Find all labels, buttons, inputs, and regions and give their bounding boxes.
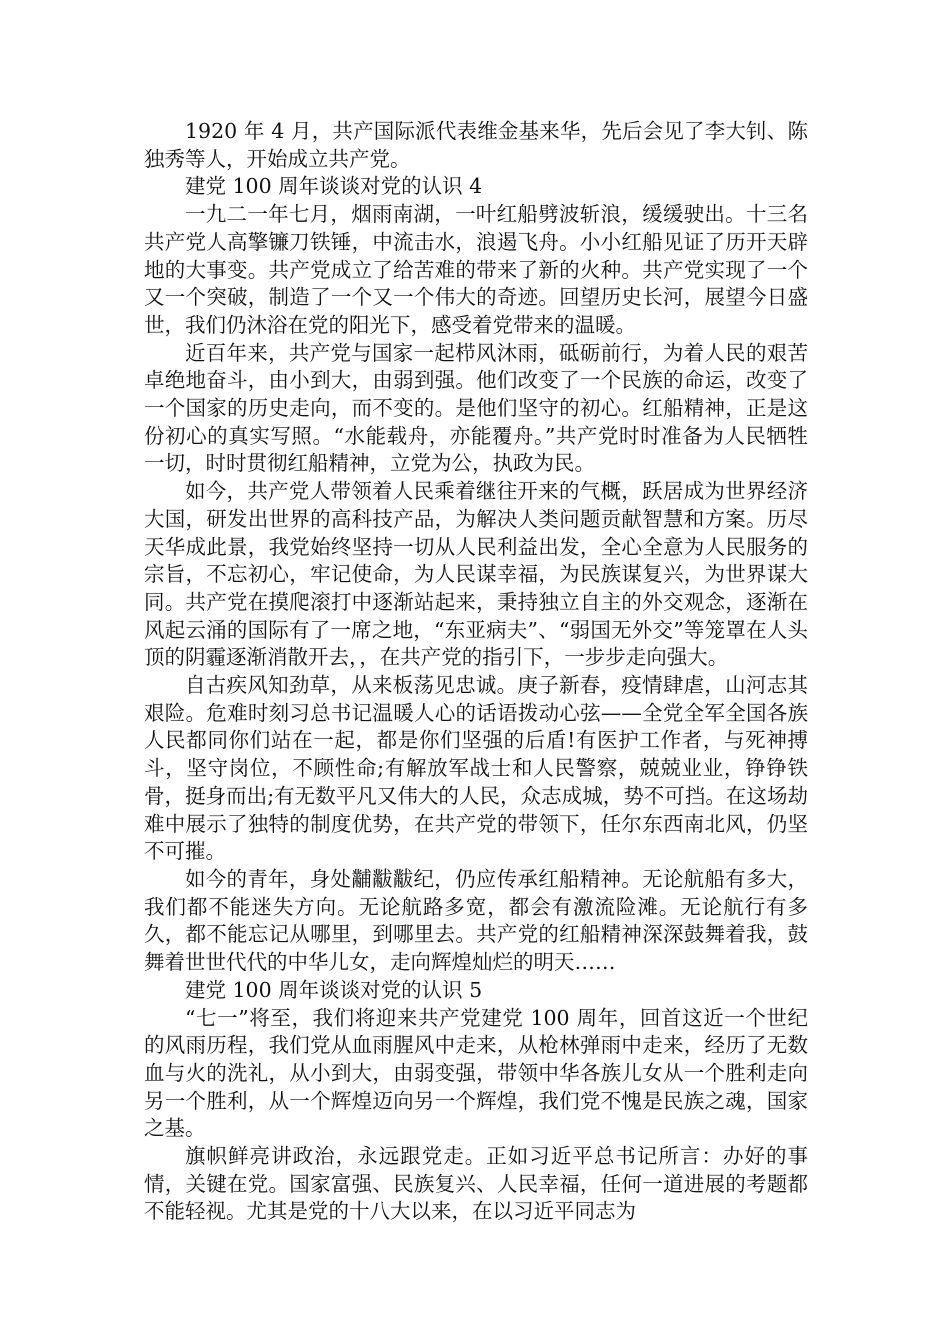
paragraph-2: 一九二一年七月，烟雨南湖，一叶红船劈波斩浪，缓缓驶出。十三名共产党人高擎镰刀铁锤，中流击水，浪遏飞舟。小小红船见证了历开天辟地的大事变。共产党成立了给苦难的带来了新的火种。共产党实现了一个又一个突破，制造了一个又一个伟大的奇迹。回望历史长河，展望今日盛世，我们仍沐浴在党的阳光下，感受着党带来的温暖。 [144, 202, 808, 337]
document-page [144, 118, 808, 1226]
paragraph-3: 近百年来，共产党与国家一起栉风沐雨，砥砺前行，为着人民的艰苦卓绝地奋斗，由小到大，由弱到强。他们改变了一个民族的命运，改变了一个国家的历史走向，而不变的。是他们坚守的初心。红船精神，正是这份初心的真实写照。“水能载舟，亦能覆舟。”共产党时时准备为人民牺牲一切，时时贯彻红船精神，立党为公，执政为民。 [144, 340, 808, 476]
paragraph-8: 旗帜鲜亮讲政治，永远跟党走。正如习近平总书记所言：办好的事情，关键在党。国家富强、民族复兴、人民幸福，任何一道进展的考题都不能轻视。尤其是党的十八大以来，在以习近平同志为 [144, 1144, 808, 1224]
paragraph-5: 自古疾风知劲草，从来板荡见忠诚。庚子新春，疫情肆虐，山河志其艰险。危难时刻习总书记温暖人心的话语拨动心弦——全党全军全国各族人民都同你们站在一起，都是你们坚强的后盾!有医护工作者，与死神搏斗，坚守岗位，不顾性命;有解放军战士和人民警察，兢兢业业，铮铮铁骨，挺身而出;有无数平凡又伟大的人民，众志成城，势不可挡。在这场劫难中展示了独特的制度优势，在共产党的带领下，任尔东西南北风，仍坚不可摧。 [144, 673, 808, 864]
paragraph-6: 如今的青年，身处黼黻黻纪，仍应传承红船精神。无论航船有多大，我们都不能迷失方向。无论航路多宽，都会有激流险滩。无论航行有多久，都不能忘记从哪里，到哪里去。共产党的红船精神深深鼓舞着我，鼓舞着世世代代的中华儿女，走向辉煌灿烂的明天…… [144, 866, 808, 975]
paragraph-1: 1920 年 4 月，共产国际派代表维金基来华，先后会见了李大钊、陈独秀等人，开始成立共产党。 [144, 119, 808, 171]
paragraph-4: 如今，共产党人带领着人民乘着继往开来的气概，跃居成为世界经济大国，研发出世界的高科技产品，为解决人类问题贡献智慧和方案。历尽天华成此景，我党始终坚持一切从人民利益出发，全心全意为人民服务的宗旨，不忘初心，牢记使命，为人民谋幸福，为民族谋复兴，为世界谋大同。共产党在摸爬滚打中逐渐站起来，秉持独立自主的外交观念，逐渐在风起云涌的国际有了一席之地，“东亚病夫”、“弱国无外交”等笼罩在人头顶的阴霾逐渐消散开去，，在共产党的指引下，一步步走向强大。 [144, 479, 808, 670]
paragraph-7: “七一”将至，我们将迎来共产党建党 100 周年，回首这近一个世纪的风雨历程，我们党从血雨腥风中走来，从枪林弹雨中走来，经历了无数血与火的洗礼，从小到大，由弱变强，带领中华各族儿女从一个胜利走向另一个胜利，从一个辉煌迈向另一个辉煌，我们党不愧是民族之魂，国家之基。 [144, 1005, 808, 1141]
section-heading-5: 建党 100 周年谈谈对党的认识 5 [185, 977, 483, 1002]
section-heading-4: 建党 100 周年谈谈对党的认识 4 [185, 174, 483, 199]
